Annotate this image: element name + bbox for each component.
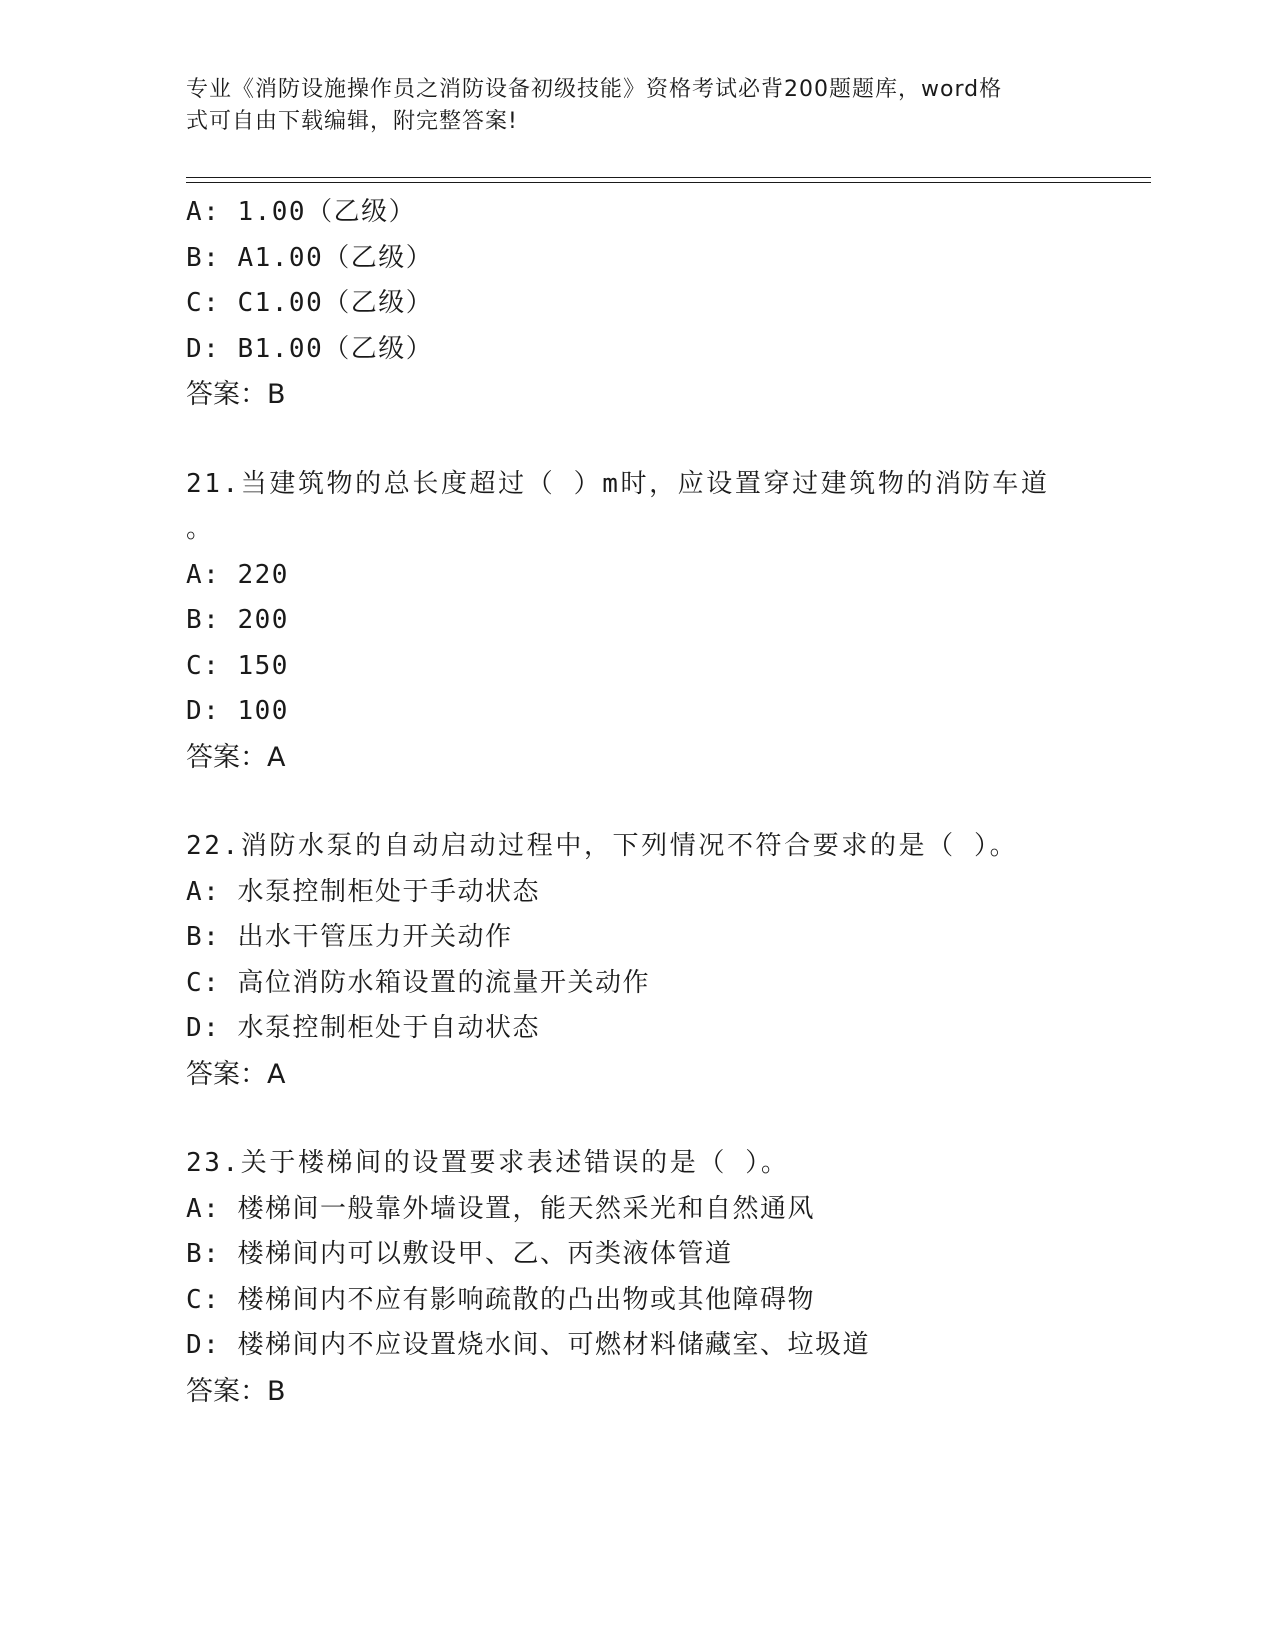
option-c: C: 150 bbox=[186, 650, 289, 681]
question-21-block bbox=[186, 462, 1086, 781]
answer-line: 答案：B bbox=[186, 1375, 286, 1407]
option-d: D: B1.00（乙级） bbox=[186, 333, 434, 364]
option-d: D: 水泵控制柜处于自动状态 bbox=[186, 1013, 540, 1043]
option-d: D: 100 bbox=[186, 696, 289, 726]
option-a: A: 水泵控制柜处于手动状态 bbox=[186, 876, 540, 907]
question-text-wrap: 。 bbox=[186, 514, 213, 544]
option-c: C: 高位消防水箱设置的流量开关动作 bbox=[186, 967, 650, 998]
prev-question-block bbox=[186, 190, 1086, 418]
question-text: 23.关于楼梯间的设置要求表述错误的是（ ）。 bbox=[186, 1148, 790, 1178]
option-a: A: 楼梯间一般靠外墙设置，能天然采光和自然通风 bbox=[186, 1193, 815, 1224]
header-line-2: 式可自由下载编辑，附完整答案! bbox=[186, 109, 518, 134]
question-23-block bbox=[186, 1141, 1086, 1414]
option-a: A: 220 bbox=[186, 559, 289, 590]
answer-line: 答案：A bbox=[186, 741, 286, 773]
question-text: 21.当建筑物的总长度超过（ ）m时，应设置穿过建筑物的消防车道 bbox=[186, 468, 1050, 499]
header-divider-bottom bbox=[186, 182, 1151, 183]
header-divider-top bbox=[186, 177, 1151, 178]
question-content bbox=[186, 190, 1086, 1414]
option-b: B: A1.00（乙级） bbox=[186, 242, 434, 273]
answer-line: 答案：B bbox=[186, 379, 286, 410]
option-c: C: C1.00（乙级） bbox=[186, 288, 434, 318]
question-text: 22.消防水泵的自动启动过程中，下列情况不符合要求的是（ ）。 bbox=[186, 831, 1019, 861]
document-header bbox=[186, 74, 1066, 138]
answer-line: 答案：A bbox=[186, 1058, 286, 1090]
option-d: D: 楼梯间内不应设置烧水间、可燃材料储藏室、垃圾道 bbox=[186, 1330, 870, 1360]
question-22-block bbox=[186, 824, 1086, 1097]
option-c: C: 楼梯间内不应有影响疏散的凸出物或其他障碍物 bbox=[186, 1284, 815, 1315]
option-a: A: 1.00（乙级） bbox=[186, 197, 417, 227]
option-b: B: 出水干管压力开关动作 bbox=[186, 922, 513, 952]
option-b: B: 200 bbox=[186, 605, 289, 635]
header-line-1: 专业《消防设施操作员之消防设备初级技能》资格考试必背200题题库，word格 bbox=[186, 77, 1003, 102]
option-b: B: 楼梯间内可以敷设甲、乙、丙类液体管道 bbox=[186, 1239, 733, 1269]
